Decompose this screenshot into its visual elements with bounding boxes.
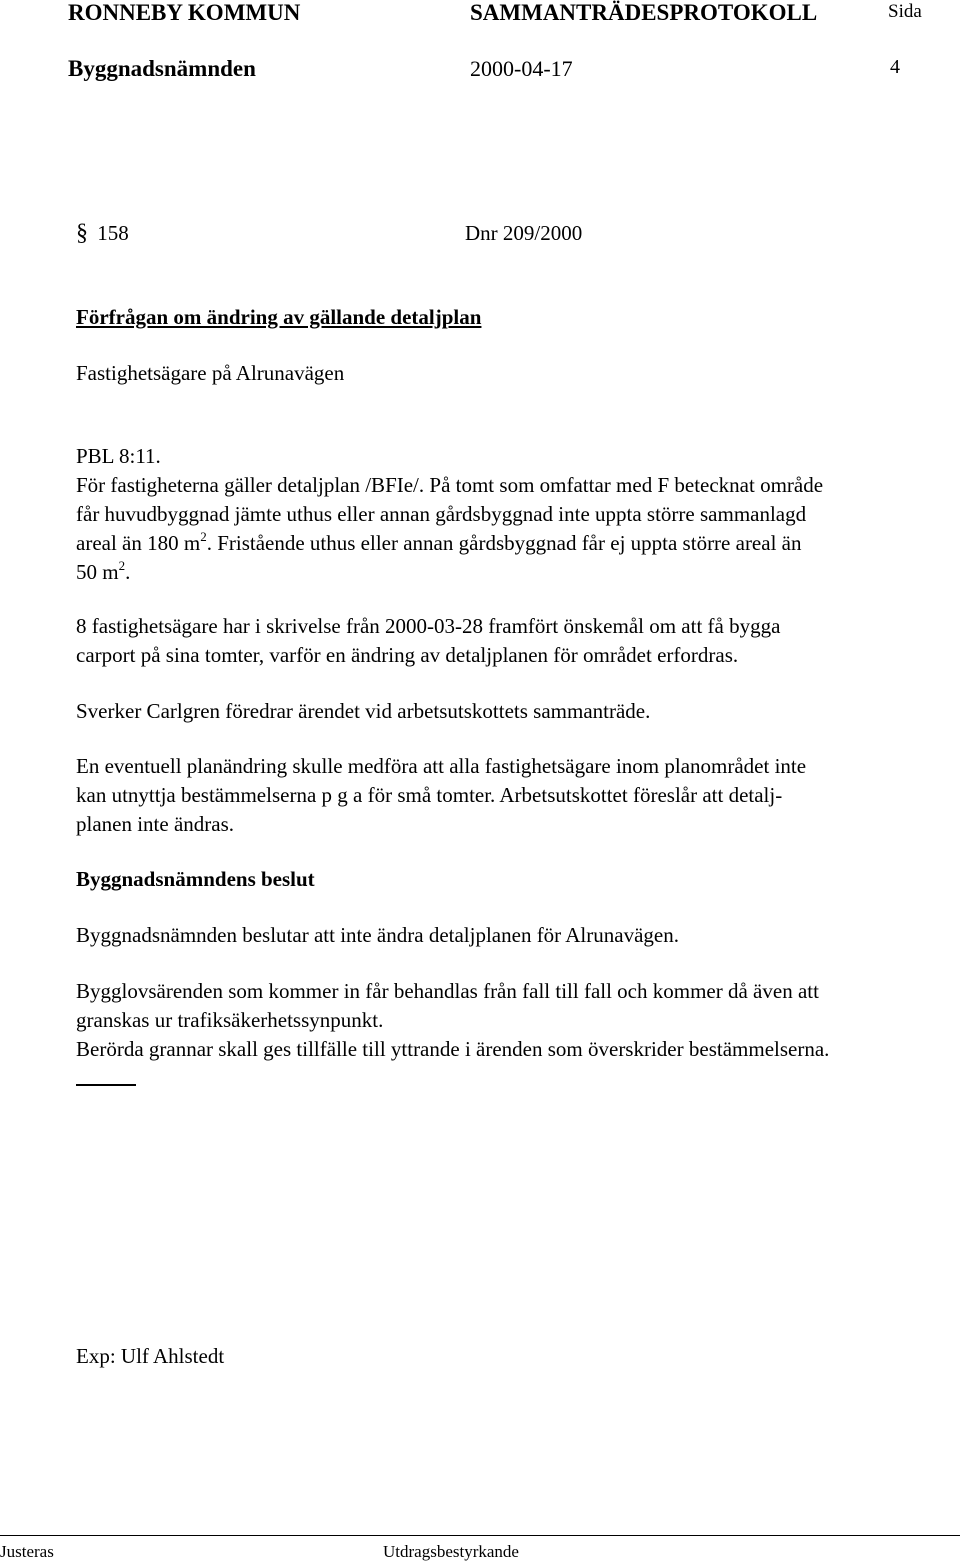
assessment-paragraph xyxy=(76,752,956,839)
plan-info-line: 50 $m^2$. xyxy=(76,558,131,584)
case-dnr: Dnr 209/2000 xyxy=(465,221,583,245)
plan-info-line: För fastigheterna gäller detaljplan /BFIe/. På tomt som omfattar med F betecknat område xyxy=(76,473,824,497)
footer-divider xyxy=(0,1535,960,1536)
case-title: Förfrågan om ändring av gällande detaljplan xyxy=(76,305,482,329)
case-number: 158 xyxy=(97,221,129,245)
municipality-name: RONNEBY KOMMUN xyxy=(68,0,301,25)
footer-extract-certification: Utdragsbestyrkande xyxy=(383,1542,519,1561)
plan-info-line: areal än 180 $m^2$. Fristående uthus eller annan gårdsbyggnad får ej uppta större areal än xyxy=(76,529,802,555)
decision-line: Berörda grannar skall ges tillfälle till yttrande i ärenden som överskrider bestämmelserna. xyxy=(76,1037,830,1061)
decision-line: granskas ur trafiksäkerhetssynpunkt. xyxy=(76,1008,384,1032)
section-sign: § xyxy=(76,220,88,246)
plan-info-line: får huvudbyggnad jämte uthus eller annan gårdsbyggnad inte uppta större sammanlagd xyxy=(76,502,807,526)
assessment-line: planen inte ändras. xyxy=(76,812,235,836)
request-line: 8 fastighetsägare har i skrivelse från 2000-03-28 framfört önskemål om att få bygga xyxy=(76,614,781,638)
decision-text xyxy=(76,921,956,950)
request-line: carport på sina tomter, varför en ändring av detaljplanen för området erfordras. xyxy=(76,643,739,667)
decision-details xyxy=(76,977,956,1064)
end-rule xyxy=(76,1084,136,1086)
plan-info-line: PBL 8:11. xyxy=(76,444,161,468)
decision-heading: Byggnadsnämndens beslut xyxy=(76,867,315,891)
assessment-line: kan utnyttja bestämmelserna p g a för små tomter. Arbetsutskottet föreslår att detalj- xyxy=(76,783,783,807)
page-label: Sida xyxy=(888,1,922,22)
case-applicant: Fastighetsägare på Alrunavägen xyxy=(76,361,345,385)
committee-name: Byggnadsnämnden xyxy=(68,56,256,81)
meeting-date: 2000-04-17 xyxy=(470,56,573,81)
expedition-note: Exp: Ulf Ahlstedt xyxy=(76,1344,225,1368)
plan-info-paragraph xyxy=(76,442,956,587)
presenter-line: Sverker Carlgren föredrar ärendet vid arbetsutskottets sammanträde. xyxy=(76,699,651,723)
document-type: SAMMANTRÄDESPROTOKOLL xyxy=(470,0,818,25)
footer-justeras: Justeras xyxy=(0,1542,54,1561)
decision-line: Bygglovsärenden som kommer in får behandlas från fall till fall och kommer då även att xyxy=(76,979,819,1003)
presenter-paragraph xyxy=(76,697,956,726)
request-paragraph xyxy=(76,612,956,670)
page-number: 4 xyxy=(890,56,900,78)
case-number-row xyxy=(76,219,129,248)
assessment-line: En eventuell planändring skulle medföra att alla fastighetsägare inom planområdet inte xyxy=(76,754,807,778)
decision-line: Byggnadsnämnden beslutar att inte ändra detaljplanen för Alrunavägen. xyxy=(76,923,679,947)
